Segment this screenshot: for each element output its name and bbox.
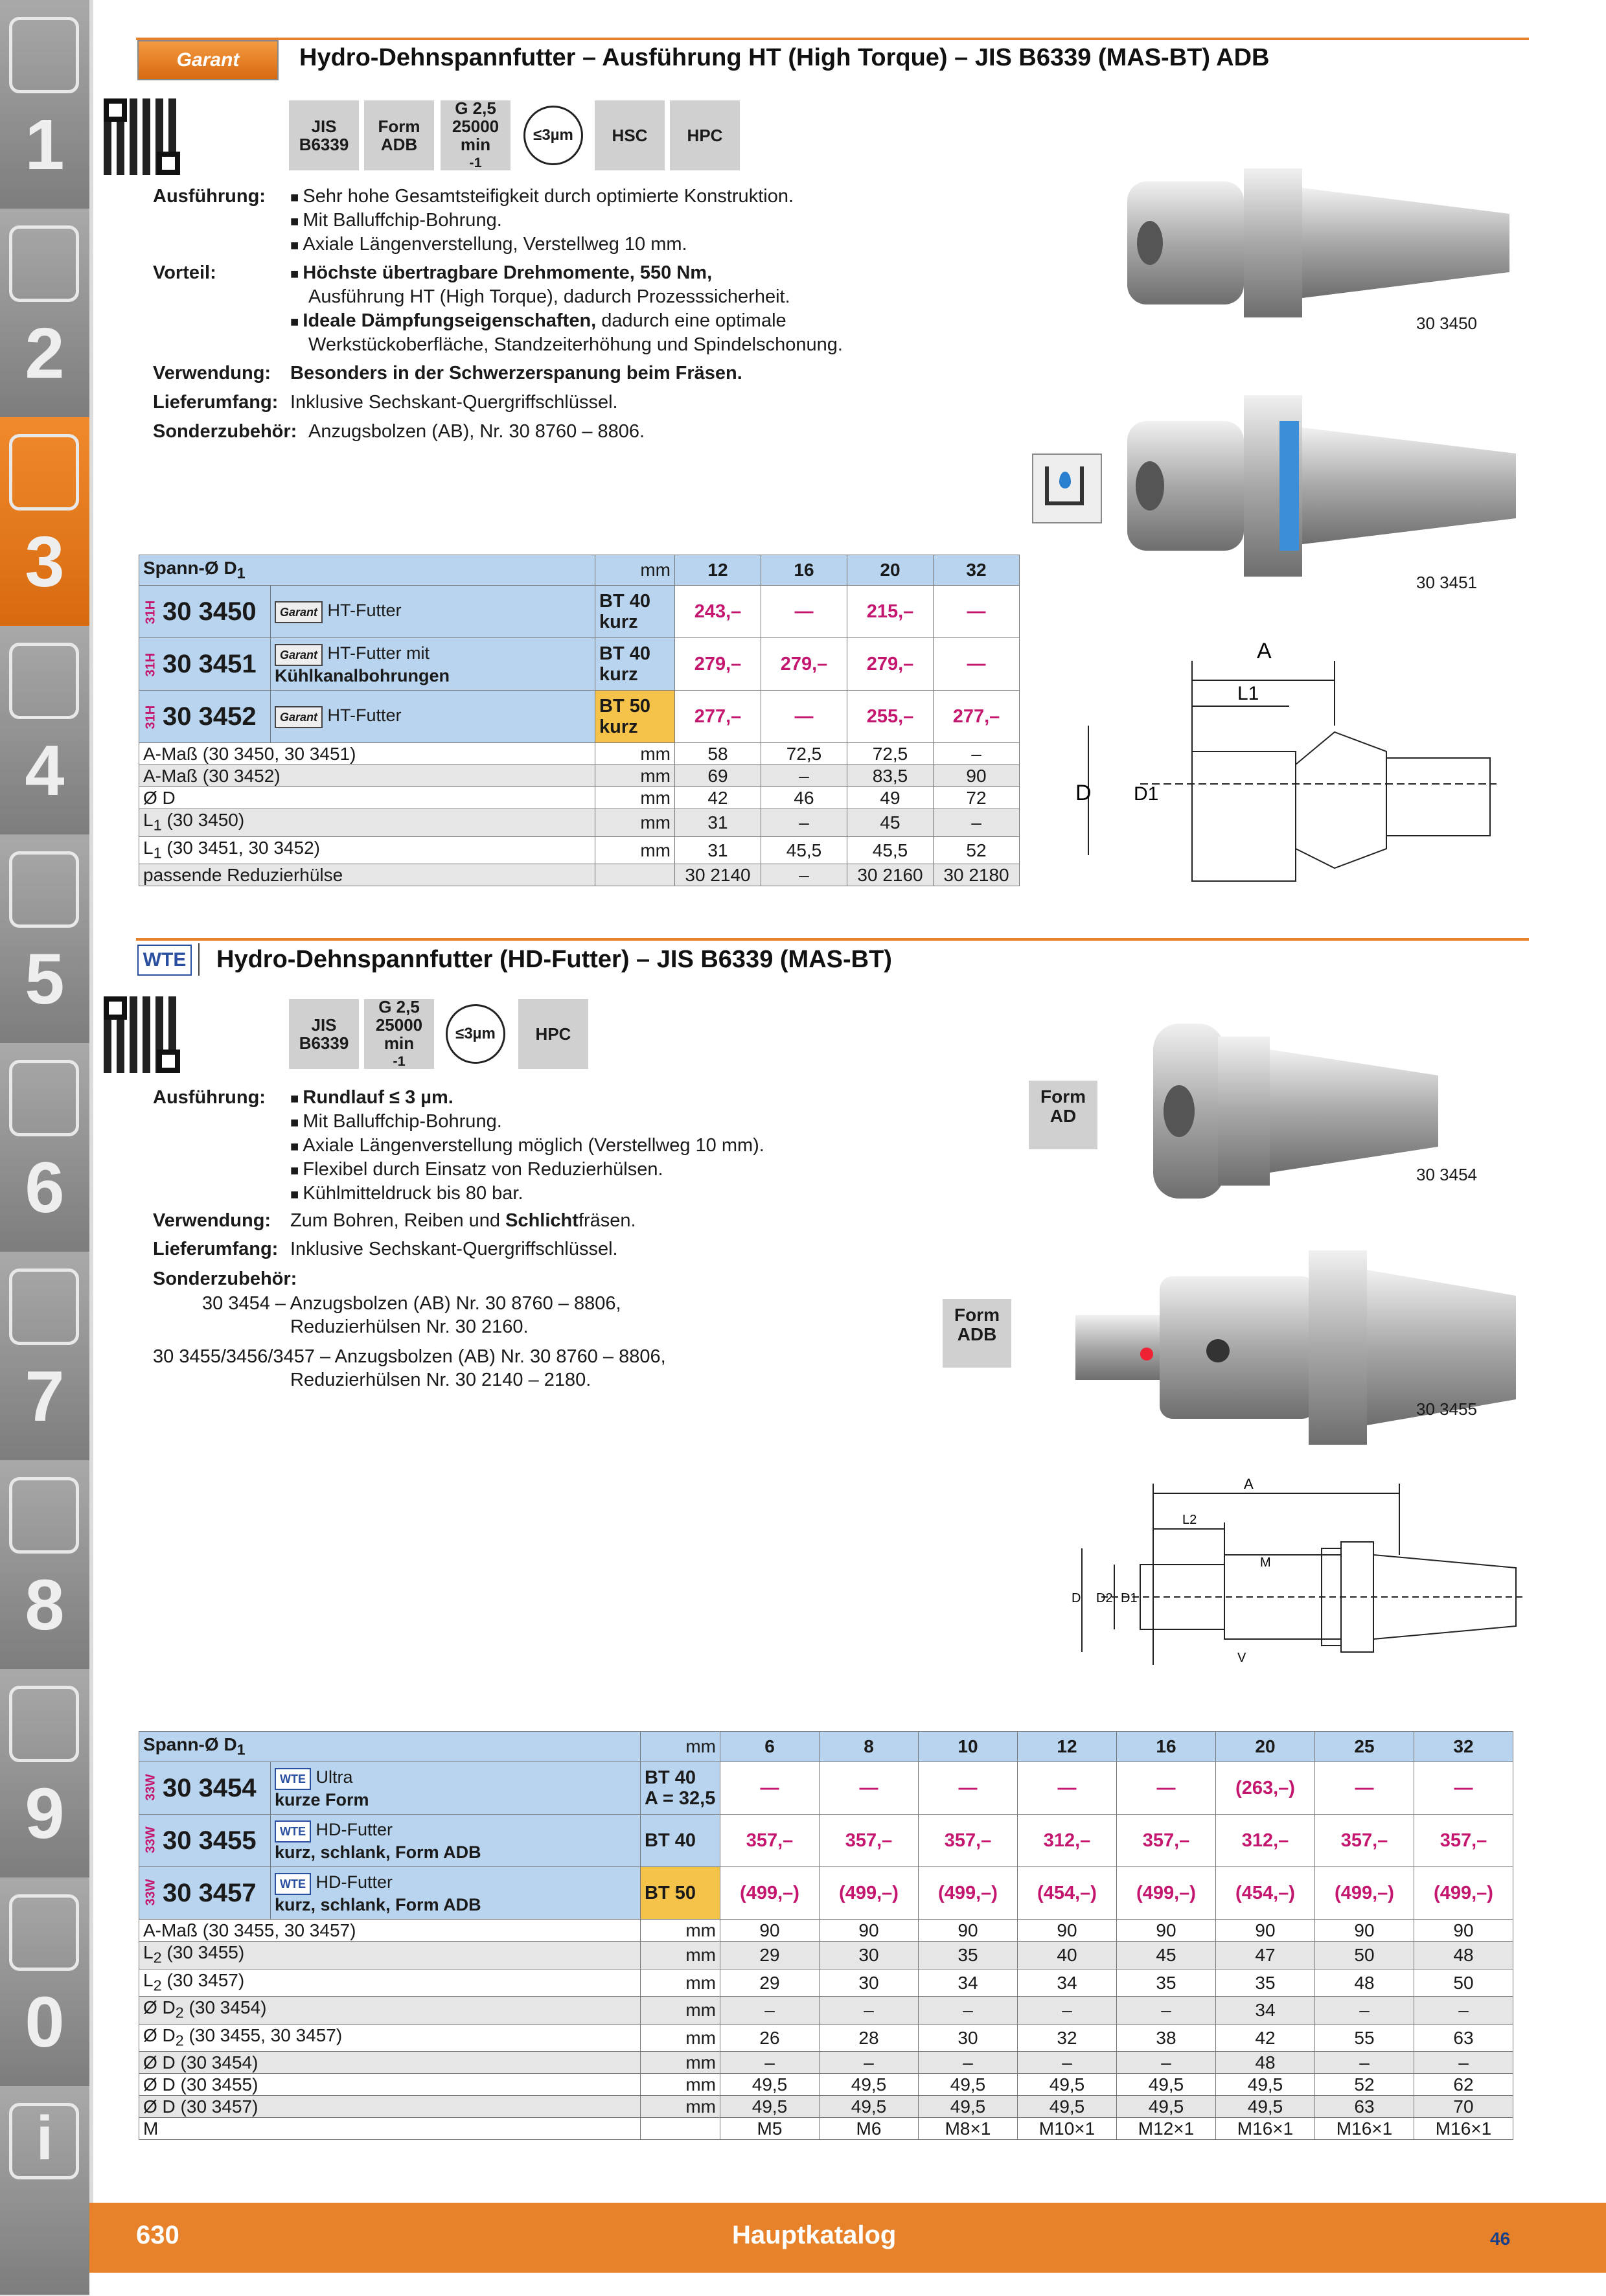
dimension-row: Ø D (30 3455) mm 49,5 49,5 49,5 49,5 49,5 49,5 52 62 xyxy=(139,2074,1513,2096)
price-cell: 277,– xyxy=(675,691,761,743)
spec-label: Vorteil: xyxy=(153,262,216,283)
chapter-number: 5 xyxy=(25,939,65,1019)
price-table-1 xyxy=(139,555,1020,886)
wte-logo: WTE xyxy=(137,945,192,976)
dim-D2: D2 xyxy=(1096,1591,1113,1605)
article-code: 30 3451 xyxy=(163,649,257,678)
chapter-tab[interactable] xyxy=(0,417,89,627)
spec-item: ■ Flexibel durch Einsatz von Reduzierhülsen. xyxy=(290,1159,663,1180)
form-badge: Form AD xyxy=(1029,1081,1097,1149)
chapter-number: 2 xyxy=(25,314,65,393)
price-cell: — xyxy=(820,1762,919,1815)
article-code: 30 3454 xyxy=(163,1773,257,1802)
spec-item: Reduzierhülsen Nr. 30 2160. xyxy=(290,1316,529,1337)
dimension-row: $L_1$ (30 3451, 30 3452) mm 31 45,5 45,5 52 xyxy=(139,836,1020,864)
chapter-number: 3 xyxy=(25,522,65,602)
price-cell: (499,–) xyxy=(919,1867,1018,1920)
catalog-number: 46 xyxy=(1490,2229,1511,2249)
chapter-sidebar xyxy=(0,0,89,2273)
part-number-label: 30 3450 xyxy=(1416,314,1477,333)
spec-label: Ausführung: xyxy=(153,1087,266,1108)
spec-label: Sonderzubehör: xyxy=(153,1269,297,1289)
dimension-row: $L_1$ (30 3450) mm 31 – 45 – xyxy=(139,809,1020,837)
price-cell: (499,–) xyxy=(820,1867,919,1920)
price-cell: (454,–) xyxy=(1216,1867,1315,1920)
spec-item: Ausführung HT (High Torque), dadurch Prozesssicherheit. xyxy=(308,286,790,307)
coolant-icon xyxy=(1032,453,1102,523)
table-header: Spann-Ø $D_1$ mm 6 8 10 12 16 20 25 32 xyxy=(139,1732,1513,1762)
price-cell: (263,–) xyxy=(1216,1762,1315,1815)
page-number: 630 xyxy=(136,2221,179,2249)
spec-item: 30 3455/3456/3457 – Anzugsbolzen (AB) Nr. 30 8760 – 8806, xyxy=(153,1346,666,1367)
toolholder-image xyxy=(1062,1237,1529,1464)
chapter-tab[interactable] xyxy=(0,834,89,1044)
spec-item: ■ Axiale Längenverstellung, Verstellweg 10 mm. xyxy=(290,234,687,255)
sidebar-divider xyxy=(89,0,93,2273)
price-table-2 xyxy=(139,1731,1513,2140)
toolholder-icon xyxy=(9,434,79,511)
price-cell: — xyxy=(1018,1762,1117,1815)
toolholder-image xyxy=(1101,389,1529,583)
price-cell: (499,–) xyxy=(1315,1867,1414,1920)
spec-item: ■ Kühlmitteldruck bis 80 bar. xyxy=(290,1183,523,1204)
price-cell: 357,– xyxy=(919,1815,1018,1867)
table-row[interactable]: 33W 30 3457 WTE HD-Futter kurz, schlank, Form ADB BT 50 (499,–) (499,–) (499,–) (454,–) (499,–) (454,–) (499,–) (499,–) xyxy=(139,1867,1513,1920)
spec-label: Lieferumfang: xyxy=(153,1239,279,1259)
article-code: 30 3457 xyxy=(163,1878,257,1907)
chapter-tab[interactable] xyxy=(0,209,89,419)
section1-title: Hydro-Dehnspannfutter – Ausführung HT (High Torque) – JIS B6339 (MAS-BT) ADB xyxy=(299,44,1270,71)
logo-separator xyxy=(198,943,200,976)
dimension-row: Ø D (30 3454) mm – – – – – 48 – – xyxy=(139,2052,1513,2074)
dimension-row: A-Maß (30 3452) mm 69 – 83,5 90 xyxy=(139,765,1020,787)
dim-M: M xyxy=(1260,1556,1271,1570)
dim-V: V xyxy=(1237,1651,1246,1665)
dimension-row: Ø D mm 42 46 49 72 xyxy=(139,787,1020,809)
dim-L1: L1 xyxy=(1237,683,1259,704)
dimension-row: $L_2$ (30 3455) mm 29 30 35 40 45 47 50 48 xyxy=(139,1942,1513,1969)
form-badge: Form ADB xyxy=(943,1299,1011,1368)
pliers-icon xyxy=(9,1269,79,1345)
price-cell: — xyxy=(934,638,1020,691)
technical-drawing xyxy=(1075,635,1529,888)
dimension-row: A-Maß (30 3455, 30 3457) mm 90 90 90 90 90 90 90 90 xyxy=(139,1920,1513,1942)
chapter-number: 1 xyxy=(25,105,65,185)
feature-badge: JIS B6339 xyxy=(289,100,359,170)
price-cell: — xyxy=(761,691,847,743)
technical-drawing xyxy=(1062,1471,1529,1678)
wte-mini-logo: WTE xyxy=(275,1768,311,1790)
table-row[interactable]: 31H 30 3452 Garant HT-Futter BT 50 kurz 277,– — 255,– 277,– xyxy=(139,691,1020,743)
table-row[interactable]: 33W 30 3454 WTE Ultra kurze Form BT 40 A = 32,5 — — — — — (263,–) — — xyxy=(139,1762,1513,1815)
price-cell: (499,–) xyxy=(720,1867,820,1920)
qr-code xyxy=(104,996,180,1073)
price-cell: 279,– xyxy=(847,638,934,691)
part-number-label: 30 3455 xyxy=(1416,1399,1477,1419)
spec-item: Inklusive Sechskant-Quergriffschlüssel. xyxy=(290,392,618,413)
dim-D: D xyxy=(1075,781,1092,805)
section2-rule xyxy=(136,938,1529,941)
price-cell: — xyxy=(720,1762,820,1815)
price-cell: 357,– xyxy=(1117,1815,1216,1867)
chapter-tab[interactable] xyxy=(0,626,89,836)
price-cell: 357,– xyxy=(720,1815,820,1867)
part-number-label: 30 3451 xyxy=(1416,573,1477,592)
price-cell: — xyxy=(1414,1762,1513,1815)
insert-icon xyxy=(9,225,79,302)
chapter-tab[interactable] xyxy=(0,2086,89,2296)
spec-label: Lieferumfang: xyxy=(153,392,279,413)
spec-item: Besonders in der Schwerzerspanung beim Fräsen. xyxy=(290,363,742,384)
garant-logo: Garant xyxy=(137,40,279,80)
spec-item: Reduzierhülsen Nr. 30 2140 – 2180. xyxy=(290,1370,591,1390)
safety-icon xyxy=(9,1894,79,1971)
spec-item: ■ Sehr hohe Gesamtsteifigkeit durch optimierte Konstruktion. xyxy=(290,186,794,207)
feature-badge: JIS B6339 xyxy=(289,999,359,1069)
dimension-row: Ø $D_2$ (30 3454) mm – – – – – 34 – – xyxy=(139,1997,1513,2025)
chapter-number: 7 xyxy=(25,1357,65,1436)
chapter-number: 6 xyxy=(25,1148,65,1228)
chapter-tab[interactable] xyxy=(0,0,89,210)
chapter-tab[interactable] xyxy=(0,1043,89,1253)
feature-badge: Form ADB xyxy=(364,100,434,170)
dimension-row: Ø D (30 3457) mm 49,5 49,5 49,5 49,5 49,5 49,5 63 70 xyxy=(139,2096,1513,2118)
section2-title: Hydro-Dehnspannfutter (HD-Futter) – JIS B6339 (MAS-BT) xyxy=(216,946,892,973)
chapter-number: 4 xyxy=(25,731,65,810)
header-spann: Spann-Ø $D_1$ xyxy=(139,1732,641,1762)
header-spann: Spann-Ø $D_1$ xyxy=(139,555,595,586)
feature-badge: HSC xyxy=(595,100,665,170)
price-cell: 357,– xyxy=(1315,1815,1414,1867)
chapter-number: 0 xyxy=(25,1982,65,2062)
price-cell: — xyxy=(934,586,1020,638)
part-number-label: 30 3454 xyxy=(1416,1165,1477,1184)
qr-code xyxy=(104,98,180,175)
table-row[interactable]: 33W 30 3455 WTE HD-Futter kurz, schlank, Form ADB BT 40 357,– 357,– 357,– 312,– 357,– 312,– 357,– 357,– xyxy=(139,1815,1513,1867)
footer-title: Hauptkatalog xyxy=(732,2221,897,2249)
article-code: 30 3455 xyxy=(163,1826,257,1855)
dim-A: A xyxy=(1257,639,1272,663)
dimension-row: A-Maß (30 3450, 30 3451) mm 58 72,5 72,5 – xyxy=(139,743,1020,765)
price-cell: 243,– xyxy=(675,586,761,638)
caliper-icon xyxy=(9,643,79,719)
chapter-number: i xyxy=(36,2104,54,2173)
price-cell: (454,–) xyxy=(1018,1867,1117,1920)
table-row[interactable]: 31H 30 3451 Garant HT-Futter mit Kühlkanalbohrungen BT 40 kurz 279,– 279,– 279,– — xyxy=(139,638,1020,691)
dimension-row: M M5 M6 M8×1 M10×1 M12×1 M16×1 M16×1 M16×1 xyxy=(139,2118,1513,2140)
workbench-icon xyxy=(9,1477,79,1554)
spec-label: Verwendung: xyxy=(153,363,271,384)
price-cell: 357,– xyxy=(1414,1815,1513,1867)
garant-mini-logo: Garant xyxy=(275,706,323,728)
feature-badge: HPC xyxy=(670,100,740,170)
spec-item: ■ Ideale Dämpfungseigenschaften, dadurch eine optimale xyxy=(290,310,786,332)
price-cell: 215,– xyxy=(847,586,934,638)
spec-label: Ausführung: xyxy=(153,186,266,207)
spec-item: ■ Mit Balluffchip-Bohrung. xyxy=(290,1111,502,1132)
price-cell: 312,– xyxy=(1018,1815,1117,1867)
wrench-icon xyxy=(9,1060,79,1136)
cabinet-icon xyxy=(9,1686,79,1762)
price-cell: 255,– xyxy=(847,691,934,743)
price-cell: 279,– xyxy=(761,638,847,691)
feature-badge: ≤3µm xyxy=(441,999,510,1069)
price-cell: — xyxy=(1117,1762,1216,1815)
dim-D1: D1 xyxy=(1134,783,1159,805)
spec-item: Zum Bohren, Reiben und Schlichtfräsen. xyxy=(290,1210,636,1231)
spec-item: ■ Axiale Längenverstellung möglich (Verstellweg 10 mm). xyxy=(290,1135,764,1156)
chapter-number: 9 xyxy=(25,1774,65,1854)
dim-A: A xyxy=(1244,1476,1254,1492)
dim-D1: D1 xyxy=(1121,1591,1138,1605)
garant-mini-logo: Garant xyxy=(275,644,323,666)
price-cell: 312,– xyxy=(1216,1815,1315,1867)
price-cell: (499,–) xyxy=(1117,1867,1216,1920)
spec-item: ■ Höchste übertragbare Drehmomente, 550 Nm, xyxy=(290,262,712,284)
dim-L2: L2 xyxy=(1182,1513,1197,1527)
table-header: Spann-Ø $D_1$ mm 12 16 20 32 xyxy=(139,555,1020,586)
toolholder-image xyxy=(1140,1011,1451,1211)
price-cell: 277,– xyxy=(934,691,1020,743)
dimension-row: passende Reduzierhülse 30 2140 – 30 2160 30 2180 xyxy=(139,864,1020,886)
chapter-number: 8 xyxy=(25,1565,65,1645)
wte-mini-logo: WTE xyxy=(275,1873,311,1895)
spec-item: 30 3454 – Anzugsbolzen (AB) Nr. 30 8760 – 8806, xyxy=(202,1293,621,1314)
price-cell: 357,– xyxy=(820,1815,919,1867)
spec-item: Werkstückoberfläche, Standzeiterhöhung und Spindelschonung. xyxy=(308,334,843,355)
spec-item: ■ Mit Balluffchip-Bohrung. xyxy=(290,210,502,231)
feature-badge: G 2,5 25000 min -1 xyxy=(364,999,434,1069)
price-cell: — xyxy=(761,586,847,638)
garant-mini-logo: Garant xyxy=(275,601,323,623)
price-cell: — xyxy=(1315,1762,1414,1815)
chapter-tab[interactable] xyxy=(0,1460,89,1670)
spec-item: ■ Rundlauf ≤ 3 µm. xyxy=(290,1087,453,1108)
price-cell: (499,–) xyxy=(1414,1867,1513,1920)
price-cell: 279,– xyxy=(675,638,761,691)
section1-rule xyxy=(136,38,1529,40)
chapter-tab[interactable] xyxy=(0,1252,89,1462)
price-cell: — xyxy=(919,1762,1018,1815)
spec-item: Anzugsbolzen (AB), Nr. 30 8760 – 8806. xyxy=(308,421,645,442)
feature-badge: ≤3µm xyxy=(518,100,588,170)
wte-mini-logo: WTE xyxy=(275,1820,311,1843)
table-row[interactable]: 31H 30 3450 Garant HT-Futter BT 40 kurz 243,– — 215,– — xyxy=(139,586,1020,638)
drill-icon xyxy=(9,17,79,93)
feature-badge: G 2,5 25000 min -1 xyxy=(441,100,510,170)
dimension-row: $L_2$ (30 3457) mm 29 30 34 34 35 35 48 50 xyxy=(139,1969,1513,1997)
chapter-tab[interactable] xyxy=(0,1877,89,2087)
feature-badge: HPC xyxy=(518,999,588,1069)
spec-label: Sonderzubehör: xyxy=(153,421,297,442)
spec-label: Verwendung: xyxy=(153,1210,271,1231)
dimension-row: Ø $D_2$ (30 3455, 30 3457) mm 26 28 30 32 38 42 55 63 xyxy=(139,2024,1513,2052)
chapter-tab[interactable] xyxy=(0,1669,89,1879)
article-code: 30 3452 xyxy=(163,702,257,731)
article-code: 30 3450 xyxy=(163,597,257,626)
saw-icon xyxy=(9,851,79,928)
spec-item: Inklusive Sechskant-Quergriffschlüssel. xyxy=(290,1239,618,1259)
dim-D: D xyxy=(1072,1591,1081,1605)
